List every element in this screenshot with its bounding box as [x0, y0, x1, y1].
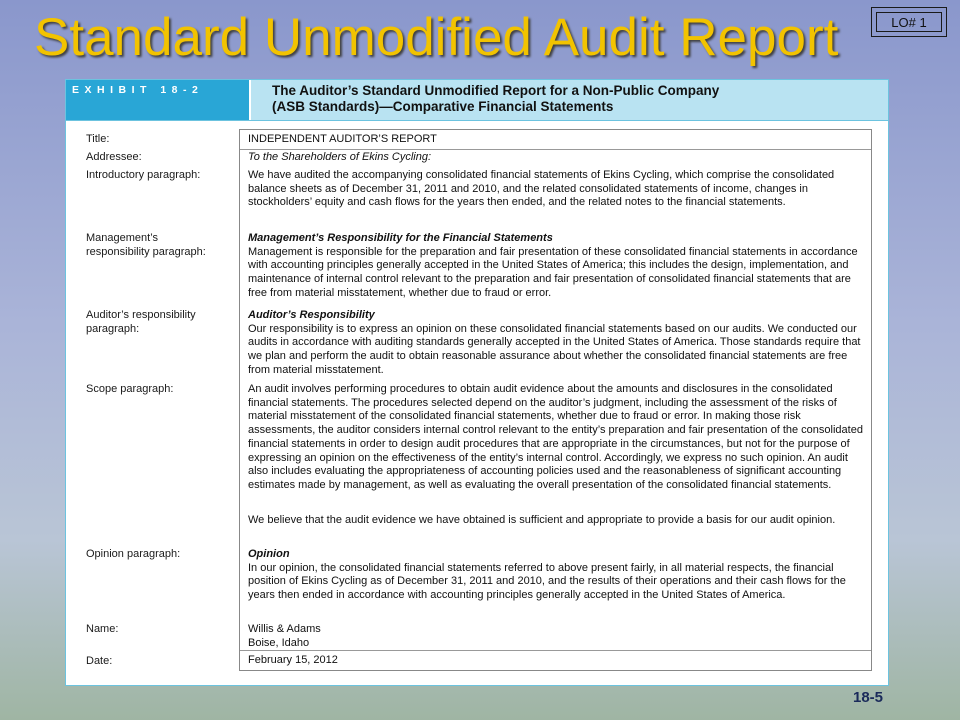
report-title: INDEPENDENT AUDITOR’S REPORT	[248, 133, 437, 145]
management-paragraph	[248, 232, 866, 301]
opinion-heading: Opinion	[248, 548, 290, 560]
firm-name: Willis & Adams	[248, 623, 321, 635]
management-heading: Management’s Responsibility for the Financial Statements	[248, 232, 553, 244]
opinion-paragraph	[248, 548, 866, 603]
exhibit-caption-line1: The Auditor’s Standard Unmodified Report for a Non-Public Company	[272, 83, 720, 98]
exhibit-label: EXHIBIT 18-2	[72, 84, 204, 96]
report-date: February 15, 2012	[248, 654, 338, 666]
lo-badge	[871, 7, 947, 37]
auditor-body: Our responsibility is to express an opinion on these consolidated financial statements based on our audits. We conducted our audits in accordance with auditing standards generally accepted in the United States of America. Those standards require that we plan and perform the audit to obtain reasonable assurance about whether the consolidated financial statements are free from material misstatement.	[248, 322, 861, 376]
label-auditor-line2: paragraph:	[86, 322, 140, 335]
opinion-body: In our opinion, the consolidated financial statements referred to above present fairly, in all material respects, the financial position of Ekins Cycling as of December 31, 2011 and 2010, and the results of their operations and their cash flows for the years then ended in accordance with accounting principles generally accepted in the United States of America.	[248, 561, 846, 602]
label-auditor-line1: Auditor’s responsibility	[86, 309, 196, 321]
slide-title: Standard Unmodified Audit Report	[34, 8, 839, 67]
label-opinion: Opinion paragraph:	[86, 548, 181, 560]
page-number: 18-5	[853, 689, 884, 706]
lo-badge-label: LO# 1	[876, 12, 942, 32]
management-body: Management is responsible for the preparation and fair presentation of these consolidated financial statements in accordance with accounting principles generally accepted in the United States of America; this includes the design, implementation, and maintenance of internal control relevant to the preparation and fair presentation of consolidated financial statements that are free from material misstatement, whether due to fraud or error.	[248, 245, 858, 299]
report-addressee: To the Shareholders of Ekins Cycling:	[248, 151, 432, 163]
label-scope: Scope paragraph:	[86, 383, 174, 395]
label-title: Title:	[86, 133, 110, 145]
label-name: Name:	[86, 623, 119, 635]
scope-paragraph: An audit involves performing procedures to obtain audit evidence about the amounts and disclosures in the consolidated financial statements. The procedures selected depend on the auditor’s judgment, including the assessment of the risks of material misstatement of the consolidated financial statements, whether due to fraud or error. In making those risk assessments, the auditor considers internal control relevant to the entity’s preparation and fair presentation of the consolidated financial statements in order to design audit procedures that are appropriate in the circumstances, but not for the purpose of expressing an opinion on the effectiveness of the entity’s internal control. Accordingly, we express no such opinion. An audit also includes evaluating the appropriateness of accounting policies used and the reasonableness of significant accounting estimates made by management, as well as evaluating the overall presentation of the consolidated financial statements.	[248, 383, 863, 491]
exhibit-caption	[272, 83, 882, 115]
divider	[240, 650, 871, 651]
exhibit-tag	[66, 80, 251, 120]
label-addressee: Addressee:	[86, 151, 142, 163]
label-management-line2: responsibility paragraph:	[86, 245, 206, 258]
label-date: Date:	[86, 655, 113, 667]
auditor-paragraph	[248, 309, 866, 378]
divider	[240, 149, 871, 150]
label-introductory: Introductory paragraph:	[86, 169, 201, 181]
exhibit-header	[66, 80, 888, 121]
exhibit-caption-line2: (ASB Standards)—Comparative Financial Statements	[272, 99, 614, 114]
firm-location: Boise, Idaho	[248, 636, 310, 649]
signature-block	[248, 623, 866, 650]
report-box	[239, 129, 872, 671]
auditor-heading: Auditor’s Responsibility	[248, 309, 375, 321]
label-management	[86, 232, 206, 259]
exhibit-panel	[65, 79, 889, 686]
label-management-line1: Management’s	[86, 232, 158, 244]
belief-paragraph: We believe that the audit evidence we have obtained is sufficient and appropriate to provide a basis for our audit opinion.	[248, 514, 836, 526]
label-auditor	[86, 309, 196, 336]
introductory-paragraph: We have audited the accompanying consolidated financial statements of Ekins Cycling, which comprise the consolidated balance sheets as of December 31, 2011 and 2010, and the related consolidated statements of income, changes in stockholders’ equity and cash flows for the years then ended, and the related notes to the financial statements.	[248, 169, 835, 209]
